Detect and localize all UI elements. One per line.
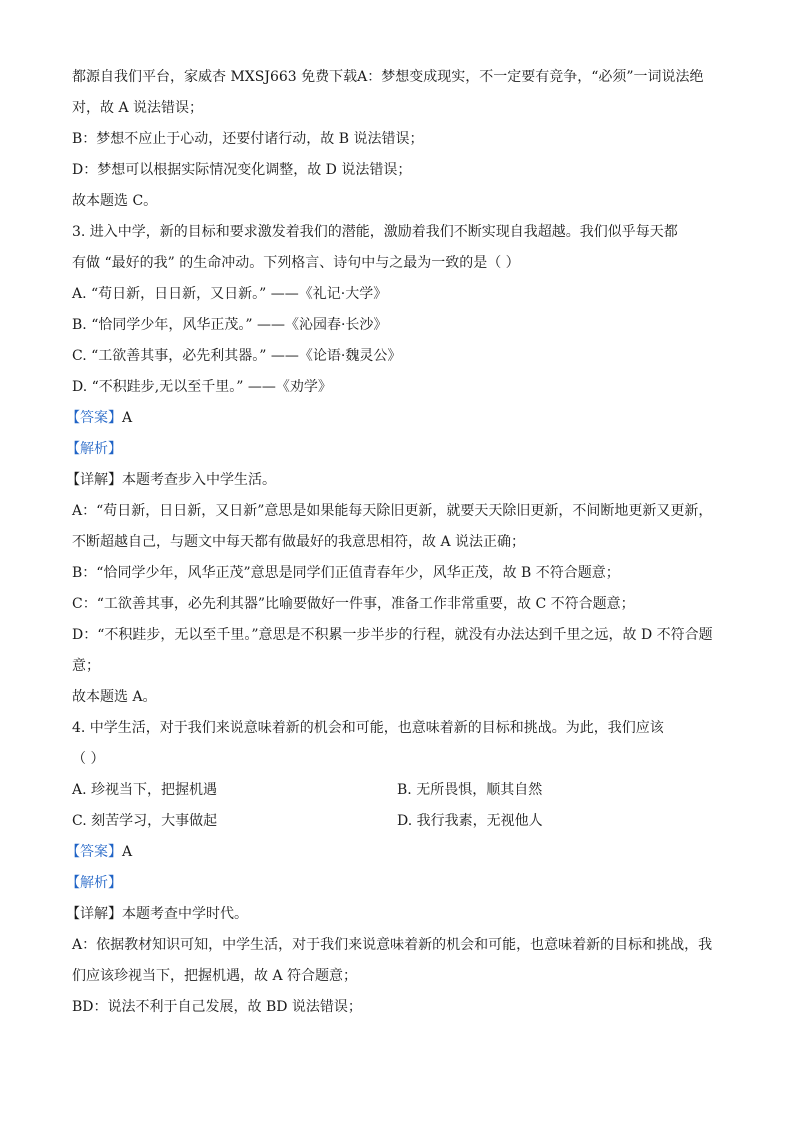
text-line: D：梦想可以根据实际情况变化调整，故 D 说法错误； [72, 162, 412, 178]
analysis-line [66, 438, 722, 469]
detail-tag: 【详解】 [66, 906, 122, 922]
text-line: BD：说法不利于自己发展，故 BD 说法错误； [72, 999, 362, 1015]
option-d: D. “不积跬步,无以至千里。” ——《劝学》 [72, 379, 332, 395]
question-3-stem-cont: 有做 “最好的我” 的生命冲动。下列格言、诗句中与之最为一致的是（ ） [72, 255, 520, 271]
detail-text: 本题考查步入中学生活。 [122, 472, 276, 488]
options-row-2 [72, 810, 722, 841]
text-line: 都源自我们平台，家威杏 MXSJ663 免费下载A：梦想变成现实，不一定要有竞争，“必须”一词说法绝 [72, 69, 704, 85]
answer-value: A [122, 844, 133, 860]
text-line: 意； [72, 658, 100, 674]
analysis-line [66, 872, 722, 903]
analysis-tag: 【解析】 [66, 441, 122, 457]
detail-line [66, 903, 722, 934]
option-c: C. 刻苦学习，大事做起 [72, 813, 218, 829]
text-line: 们应该珍视当下，把握机遇，故 A 符合题意； [72, 968, 358, 984]
text-line: D：“不积跬步，无以至千里。”意思是不积累一步半步的行程，就没有办法达到千里之远，故 D 不符合题 [72, 627, 713, 643]
option-a: A. 珍视当下，把握机遇 [72, 782, 218, 798]
text-line: 故本题选 C。 [72, 193, 158, 209]
text-line: 故本题选 A。 [72, 689, 157, 705]
answer-line [66, 407, 722, 438]
analysis-tag: 【解析】 [66, 875, 122, 891]
text-line: C：“工欲善其事，必先利其器”比喻要做好一件事，准备工作非常重要，故 C 不符合题意； [72, 596, 635, 612]
detail-tag: 【详解】 [66, 472, 122, 488]
answer-tag: 【答案】 [66, 410, 122, 426]
question-3-stem: 3. 进入中学，新的目标和要求激发着我们的潜能，激励着我们不断实现自我超越。我们似乎每天都 [72, 224, 678, 240]
detail-text: 本题考查中学时代。 [122, 906, 248, 922]
document-page [66, 66, 722, 1027]
option-b: B. “恰同学少年，风华正茂。” ——《沁园春·长沙》 [72, 317, 388, 333]
answer-line [66, 841, 722, 872]
option-a: A. “苟日新，日日新，又日新。” ——《礼记·大学》 [72, 286, 388, 302]
text-line: B：“恰同学少年，风华正茂”意思是同学们正值青春年少，风华正茂，故 B 不符合题意； [72, 565, 620, 581]
detail-line [66, 469, 722, 500]
answer-tag: 【答案】 [66, 844, 122, 860]
option-c: C. “工欲善其事，必先利其器。” ——《论语·魏灵公》 [72, 348, 402, 364]
text-line: B：梦想不应止于心动，还要付诸行动，故 B 说法错误； [72, 131, 424, 147]
option-b: B. 无所畏惧，顺其自然 [397, 782, 543, 798]
question-4-stem: 4. 中学生活，对于我们来说意味着新的机会和可能，也意味着新的目标和挑战。为此，我们应该 [72, 720, 664, 736]
text-line: 不断超越自己，与题文中每天都有做最好的我意思相符，故 A 说法正确； [72, 534, 526, 550]
answer-value: A [122, 410, 133, 426]
text-line: A：“苟日新，日日新，又日新”意思是如果能每天除旧更新，就要天天除旧更新，不间断地更新又更新， [72, 503, 713, 519]
option-d: D. 我行我素，无视他人 [397, 813, 543, 829]
text-line: A：依据教材知识可知，中学生活，对于我们来说意味着新的机会和可能，也意味着新的目标和挑战，我 [72, 937, 713, 953]
text-line: 对，故 A 说法错误； [72, 100, 204, 116]
options-row-1 [72, 779, 722, 810]
question-4-stem-cont: （ ） [72, 751, 105, 767]
